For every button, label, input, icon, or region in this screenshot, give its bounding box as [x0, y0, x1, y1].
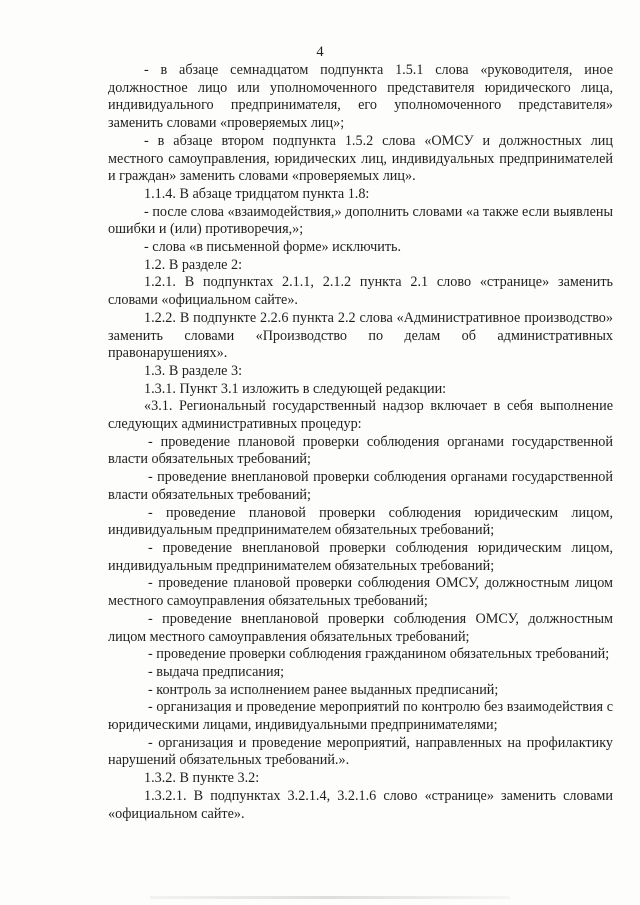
list-item: - проведение проверки соблюдения гражданином обязательных требований; — [148, 646, 610, 663]
paragraph: 1.3.1. Пункт 3.1 изложить в следующей редакции: — [144, 380, 447, 397]
paragraph: - после слова «взаимодействия,» дополнить словами «а также если выявлены ошибки и (или) противоречия,»; — [108, 203, 613, 238]
scan-artifact — [150, 896, 510, 899]
list-item: - проведение плановой проверки соблюдения ОМСУ, должностным лицом местного самоуправления обязательных требований; — [108, 575, 613, 610]
list-item: - проведение плановой проверки соблюдения органами государственной власти обязательных требований; — [108, 433, 613, 468]
list-item: - выдача предписания; — [148, 663, 285, 680]
paragraph: 1.3. В разделе 3: — [144, 362, 243, 379]
list-item: - проведение внеплановой проверки соблюдения органами государственной власти обязательных требований; — [108, 469, 613, 503]
list-item: - проведение внеплановой проверки соблюдения юридическим лицом, индивидуальным предпринимателем обязательных требований; — [108, 539, 613, 574]
page-number: 4 — [316, 44, 324, 60]
list-item: - организация и проведение мероприятий по контролю без взаимодействия с юридическими лицами, индивидуальными предпринимателями; — [108, 699, 613, 734]
paragraph: 1.3.2.1. В подпунктах 3.2.1.4, 3.2.1.6 слово «странице» заменить словами «официальном сайте». — [108, 787, 613, 822]
paragraph: - в абзаце семнадцатом подпункта 1.5.1 слова «руководителя, иное должностное лицо или уполномоченного представителя юридического лица, индивидуального предпринимателя, его уполномоченного представителя» заменить словами «проверяемых лиц»; — [108, 62, 613, 132]
paragraph: 1.2.2. В подпункте 2.2.6 пункта 2.2 слова «Административное производство» заменить словами «Производство по делам об административных правонарушениях». — [108, 309, 613, 362]
paragraph: 1.2.1. В подпунктах 2.1.1, 2.1.2 пункта 2.1 слово «странице» заменить словами «официальном сайте». — [108, 274, 613, 309]
paragraph: «3.1. Региональный государственный надзор включает в себя выполнение следующих административных процедур: — [108, 398, 613, 433]
paragraph: - слова «в письменной форме» исключить. — [144, 239, 402, 256]
list-item: - проведение внеплановой проверки соблюдения ОМСУ, должностным лицом местного самоуправления обязательных требований; — [108, 610, 613, 645]
list-item: - проведение плановой проверки соблюдения юридическим лицом, индивидуальным предпринимателем обязательных требований; — [108, 504, 613, 539]
document-body — [108, 62, 613, 823]
paragraph: - в абзаце втором подпункта 1.5.2 слова «ОМСУ и должностных лиц местного самоуправления, юридических лиц, индивидуальных предпринимателей и граждан» заменить словами «проверяемых лиц». — [108, 132, 613, 185]
list-item: - организация и проведение мероприятий, направленных на профилактику нарушений обязательных требований.». — [108, 734, 613, 769]
paragraph: 1.1.4. В абзаце тридцатом пункта 1.8: — [144, 185, 370, 202]
paragraph: 1.3.2. В пункте 3.2: — [144, 770, 260, 787]
paragraph: 1.2. В разделе 2: — [144, 256, 243, 273]
list-item: - контроль за исполнением ранее выданных предписаний; — [148, 681, 499, 698]
